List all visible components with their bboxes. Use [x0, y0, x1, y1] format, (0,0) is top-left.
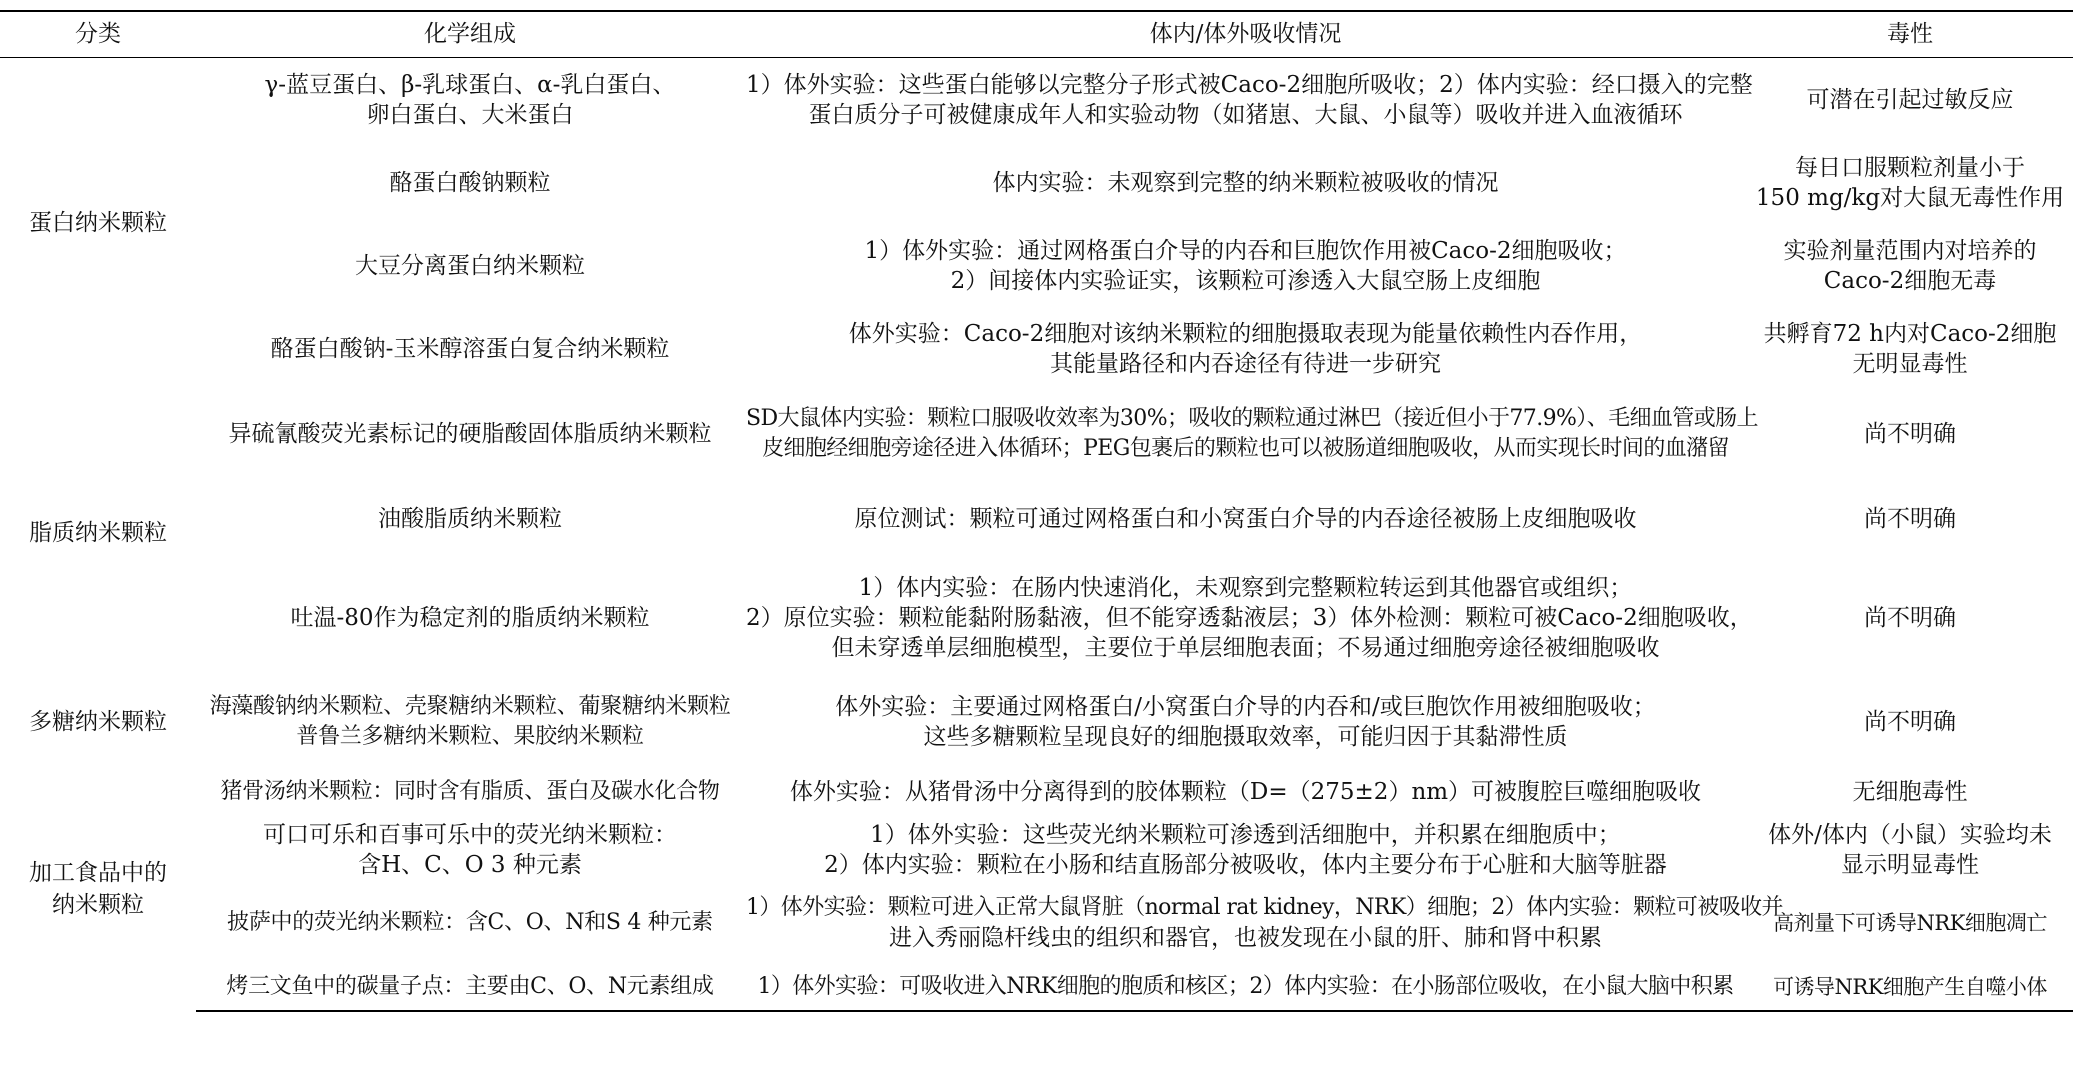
composition-cell: 烤三文鱼中的碳量子点：主要由C、O、N元素组成 — [196, 963, 744, 1011]
nanoparticle-table — [0, 10, 2073, 1012]
composition-cell: 披萨中的荧光纳米颗粒：含C、O、N和S 4 种元素 — [227, 910, 713, 935]
composition-cell: 油酸脂质纳米颗粒 — [378, 506, 562, 532]
header-composition: 化学组成 — [196, 11, 744, 57]
toxicity-cell: 尚不明确 — [1864, 421, 1956, 447]
toxicity-cell: 共孵育72 h内对Caco-2细胞 无明显毒性 — [1763, 321, 2057, 377]
absorption-cell: 1）体外实验：这些荧光纳米颗粒可渗透到活细胞中，并积累在细胞质中； 2）体内实验：颗粒在小肠和结直肠部分被吸收，体内主要分布于心脏和大脑等脏器 — [824, 822, 1667, 878]
table-row — [0, 817, 2073, 883]
toxicity-cell: 可诱导NRK细胞产生自噬小体 — [1747, 963, 2073, 1011]
composition-cell: γ-蓝豆蛋白、β-乳球蛋白、α-乳白蛋白、 卵白蛋白、大米蛋白 — [264, 72, 676, 129]
composition-cell: 酪蛋白酸钠-玉米醇溶蛋白复合纳米颗粒 — [270, 336, 670, 362]
composition-cell: 可口可乐和百事可乐中的荧光纳米颗粒： 含H、C、O 3 种元素 — [263, 822, 677, 878]
header-toxicity: 毒性 — [1747, 11, 2073, 57]
absorption-cell: 体内实验：未观察到完整的纳米颗粒被吸收的情况 — [992, 170, 1499, 196]
absorption-cell: 体外实验：主要通过网格蛋白/小窝蛋白介导的内吞和/或巨胞饮作用被细胞吸收； 这些多糖颗粒呈现良好的细胞摄取效率，可能归因于其黏滞性质 — [835, 694, 1656, 750]
toxicity-cell: 可潜在引起过敏反应 — [1806, 87, 2014, 114]
table-row — [0, 57, 2073, 143]
absorption-cell: 1）体外实验：颗粒可进入正常大鼠肾脏（normal rat kidney，NRK）细胞；2）体内实验：颗粒可被吸收并 进入秀丽隐杆线虫的组织和器官，也被发现在小鼠的肝、肺和肾中积累 — [746, 895, 1783, 951]
table-row — [0, 389, 2073, 479]
absorption-cell: 体外实验：从猪骨汤中分离得到的胶体颗粒（D=（275±2）nm）可被腹腔巨噬细胞吸收 — [789, 779, 1702, 805]
toxicity-cell: 无细胞毒性 — [1852, 779, 1968, 805]
table-row — [0, 883, 2073, 963]
table-row — [0, 479, 2073, 559]
category-lipid: 脂质纳米颗粒 — [29, 520, 167, 546]
table-row — [0, 223, 2073, 309]
toxicity-cell: 尚不明确 — [1864, 605, 1956, 631]
toxicity-cell: 高剂量下可诱导NRK细胞凋亡 — [1773, 911, 2047, 935]
toxicity-cell: 尚不明确 — [1864, 709, 1956, 735]
toxicity-cell: 每日口服颗粒剂量小于 150 mg/kg对大鼠无毒性作用 — [1755, 155, 2065, 211]
table-header-row — [0, 11, 2073, 57]
table-row — [0, 143, 2073, 223]
absorption-cell: 1）体内实验：在肠内快速消化，未观察到完整颗粒转运到其他器官或组织； 2）原位实验：颗粒能黏附肠黏液，但不能穿透黏液层；3）体外检测：颗粒可被Caco-2细胞吸收， 但未穿透单层细胞模型，主要位于单层细胞表面；不易通过细胞旁途径被细胞吸收 — [746, 575, 1753, 661]
composition-cell: 海藻酸钠纳米颗粒、壳聚糖纳米颗粒、葡聚糖纳米颗粒 普鲁兰多糖纳米颗粒、果胶纳米颗粒 — [209, 694, 731, 749]
category-processed-food: 加工食品中的 纳米颗粒 — [29, 860, 167, 918]
category-protein: 蛋白纳米颗粒 — [29, 210, 167, 237]
absorption-cell: 体外实验：Caco-2细胞对该纳米颗粒的细胞摄取表现为能量依赖性内吞作用， 其能量路径和内吞途径有待进一步研究 — [848, 321, 1643, 377]
absorption-cell: 1）体外实验：这些蛋白能够以完整分子形式被Caco-2细胞所吸收；2）体内实验：经口摄入的完整 蛋白质分子可被健康成年人和实验动物（如猪崽、大鼠、小鼠等）吸收并进入血液循环 — [746, 72, 1753, 129]
composition-cell: 吐温-80作为稳定剂的脂质纳米颗粒 — [290, 605, 650, 631]
absorption-cell: 原位测试：颗粒可通过网格蛋白和小窝蛋白介导的内吞途径被肠上皮细胞吸收 — [854, 506, 1637, 532]
composition-cell: 酪蛋白酸钠颗粒 — [389, 170, 551, 196]
toxicity-cell: 实验剂量范围内对培养的 Caco-2细胞无毒 — [1783, 238, 2037, 294]
absorption-cell: SD大鼠体内实验：颗粒口服吸收效率为30%；吸收的颗粒通过淋巴（接近但小于77.9%）、毛细血管或肠上 皮细胞经细胞旁途径进入体循环；PEG包裹后的颗粒也可以被肠道细胞吸收，从而实现长时间的血潴留 — [746, 406, 1758, 461]
header-category: 分类 — [0, 11, 196, 57]
table-row — [0, 963, 2073, 1011]
table-row — [0, 677, 2073, 767]
composition-cell: 猪骨汤纳米颗粒：同时含有脂质、蛋白及碳水化合物 — [220, 779, 720, 804]
table-row — [0, 559, 2073, 677]
absorption-cell: 1）体外实验：可吸收进入NRK细胞的胞质和核区；2）体内实验：在小肠部位吸收，在小鼠大脑中积累 — [744, 963, 1747, 1011]
header-absorption: 体内/体外吸收情况 — [744, 11, 1747, 57]
composition-cell: 大豆分离蛋白纳米颗粒 — [355, 253, 585, 279]
toxicity-cell: 尚不明确 — [1864, 506, 1956, 532]
table-row — [0, 309, 2073, 389]
composition-cell: 异硫氰酸荧光素标记的硬脂酸固体脂质纳米颗粒 — [228, 421, 712, 447]
toxicity-cell: 体外/体内（小鼠）实验均未 显示明显毒性 — [1768, 822, 2052, 878]
table-row — [0, 767, 2073, 817]
category-polysaccharide: 多糖纳米颗粒 — [29, 709, 167, 735]
absorption-cell: 1）体外实验：通过网格蛋白介导的内吞和巨胞饮作用被Caco-2细胞吸收； 2）间接体内实验证实，该颗粒可渗透入大鼠空肠上皮细胞 — [864, 238, 1627, 294]
